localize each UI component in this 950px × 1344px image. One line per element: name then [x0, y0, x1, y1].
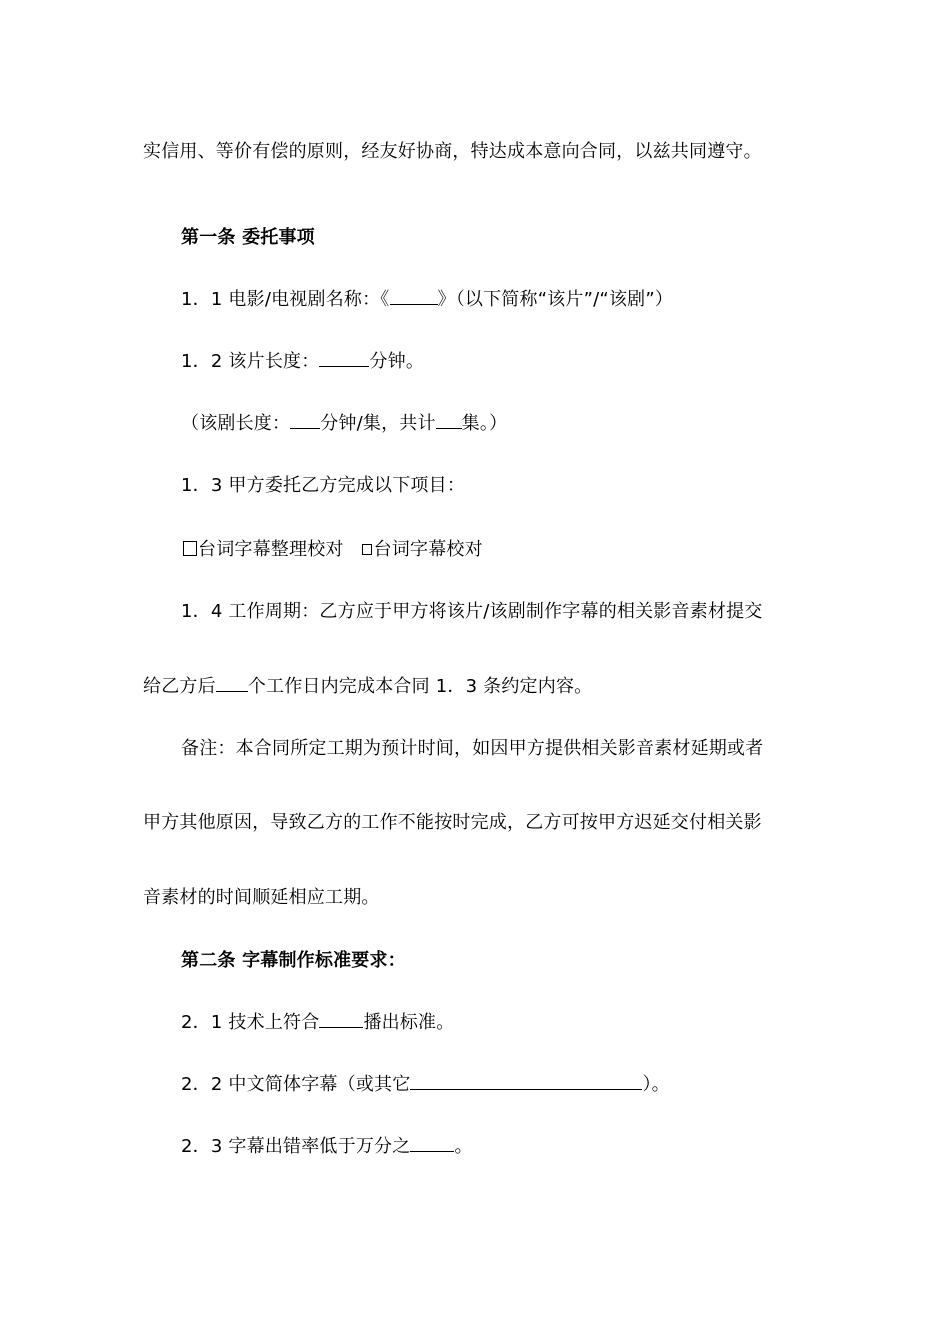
item-2-3 — [181, 1135, 473, 1159]
length-blank — [319, 350, 369, 367]
intro-paragraph-tail: 实信用、等价有偿的原则，经友好协商，特达成本意向合同，以兹共同遵守。 — [143, 141, 762, 162]
service-options — [183, 538, 483, 562]
workdays-blank — [216, 675, 248, 692]
item-1-2-note — [181, 412, 507, 436]
item-1-4-pre: 给乙方后 — [143, 676, 216, 697]
item-1-3: 1．3 甲方委托乙方完成以下项目： — [181, 475, 466, 496]
item-2-1-pre: 2．1 技术上符合 — [181, 1012, 320, 1033]
option-label: 台词字幕整理校对 — [198, 539, 344, 560]
item-1-4-post: 个工作日内完成本合同 1．3 条约定内容。 — [247, 676, 593, 697]
item-1-4-line-1: 1．4 工作周期：乙方应于甲方将该片/该剧制作字幕的相关影音素材提交 — [181, 601, 763, 622]
broadcast-standard-blank — [319, 1011, 363, 1028]
remark-line-3: 音素材的时间顺延相应工期。 — [143, 887, 380, 908]
item-1-2-pre: 1．2 该片长度： — [181, 351, 320, 372]
item-1-1 — [181, 288, 673, 312]
checkbox-icon[interactable] — [362, 544, 372, 555]
episode-length-blank — [290, 412, 320, 429]
item-1-2-post: 分钟。 — [369, 351, 425, 372]
article-1-title: 第一条 委托事项 — [181, 227, 315, 248]
item-2-1 — [181, 1011, 454, 1035]
item-1-2-note-mid: 分钟/集，共计 — [320, 413, 436, 434]
remark-line-2: 甲方其他原因，导致乙方的工作不能按时完成，乙方可按甲方迟延交付相关影 — [143, 812, 762, 833]
error-rate-blank — [410, 1135, 454, 1152]
language-blank — [410, 1073, 642, 1090]
episode-count-blank — [436, 412, 462, 429]
checkbox-icon[interactable] — [183, 541, 197, 556]
remark-line-1: 备注：本合同所定工期为预计时间，如因甲方提供相关影音素材延期或者 — [181, 738, 764, 759]
item-1-2-note-pre: （该剧长度： — [181, 413, 291, 434]
item-2-2 — [181, 1073, 670, 1097]
item-2-2-post: ）。 — [642, 1074, 670, 1095]
item-1-2 — [181, 350, 424, 374]
title-blank — [390, 288, 438, 305]
item-2-2-pre: 2．2 中文简体字幕（或其它 — [181, 1074, 411, 1095]
item-2-3-post: 。 — [454, 1136, 473, 1157]
item-1-1-post: 》（以下简称“该片”/“该剧”） — [437, 289, 674, 310]
item-2-3-pre: 2．3 字幕出错率低于万分之 — [181, 1136, 411, 1157]
item-1-4-line-2 — [143, 675, 592, 699]
item-2-1-post: 播出标准。 — [363, 1012, 455, 1033]
item-1-1-pre: 1．1 电影/电视剧名称：《 — [181, 289, 390, 310]
option-label: 台词字幕校对 — [373, 539, 483, 560]
article-2-title: 第二条 字幕制作标准要求： — [181, 950, 406, 971]
item-1-2-note-post: 集。） — [461, 413, 508, 434]
